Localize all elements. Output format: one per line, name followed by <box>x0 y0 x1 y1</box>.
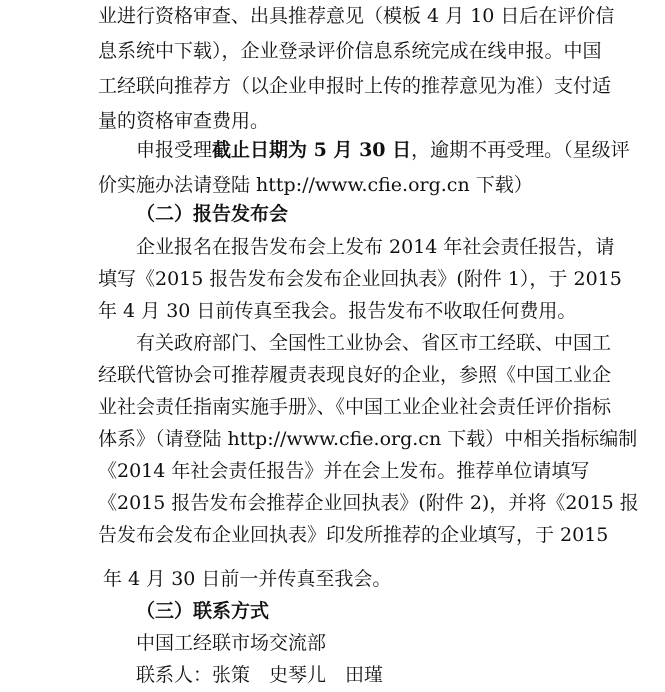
text-line-12: 经联代管协会可推荐履责表现良好的企业，参照《中国工业企 <box>98 364 612 386</box>
text-line-4: 量的资格审查费用。 <box>98 110 270 132</box>
text-line-20: 中国工经联市场交流部 <box>136 632 327 654</box>
deadline-prefix: 申报受理 <box>136 139 213 161</box>
text-line-15: 《2014 年社会责任报告》并在会上发布。推荐单位请填写 <box>98 460 590 482</box>
text-line-10: 年 4 月 30 日前传真至我会。报告发布不收取任何费用。 <box>98 300 577 322</box>
text-line-6: 价实施办法请登陆 http://www.cfie.org.cn 下载） <box>98 174 533 196</box>
text-line-9: 填写《2015 报告发布会发布企业回执表》(附件 1），于 2015 <box>98 268 622 290</box>
deadline-emphasis: 截止日期为 5 月 30 日 <box>212 139 412 161</box>
text-line-16: 《2015 报告发布会推荐企业回执表》(附件 2)，并将《2015 报 <box>98 492 639 514</box>
text-line-8: 企业报名在报告发布会上发布 2014 年社会责任报告，请 <box>136 236 615 258</box>
deadline-suffix: ，逾期不再受理。（星级评 <box>411 139 630 161</box>
text-line-1: 业进行资格审查、出具推荐意见（模板 4 月 10 日后在评价信 <box>98 5 615 27</box>
text-line-3: 工经联向推荐方（以企业申报时上传的推荐意见为准）支付适 <box>98 75 612 97</box>
text-line-2: 息系统中下载），企业登录评价信息系统完成在线申报。中国 <box>98 40 602 62</box>
text-line-18: 年 4 月 30 日前一并传真至我会。 <box>103 568 392 590</box>
text-line-11: 有关政府部门、全国性工业协会、省区市工经联、中国工 <box>136 332 612 354</box>
text-line-21: 联系人：张策 史琴儿 田瑾 <box>136 664 384 686</box>
section-heading-2: （二）报告发布会 <box>136 203 289 225</box>
section-heading-3: （三）联系方式 <box>136 600 270 622</box>
text-line-13: 业社会责任指南实施手册》、《中国工业企业社会责任评价指标 <box>98 396 612 418</box>
text-line-14: 体系》（请登陆 http://www.cfie.org.cn 下载）中相关指标编制 <box>98 428 638 450</box>
text-line-17: 告发布会发布企业回执表》印发所推荐的企业填写，于 2015 <box>98 524 609 546</box>
text-line-5 <box>136 136 630 164</box>
